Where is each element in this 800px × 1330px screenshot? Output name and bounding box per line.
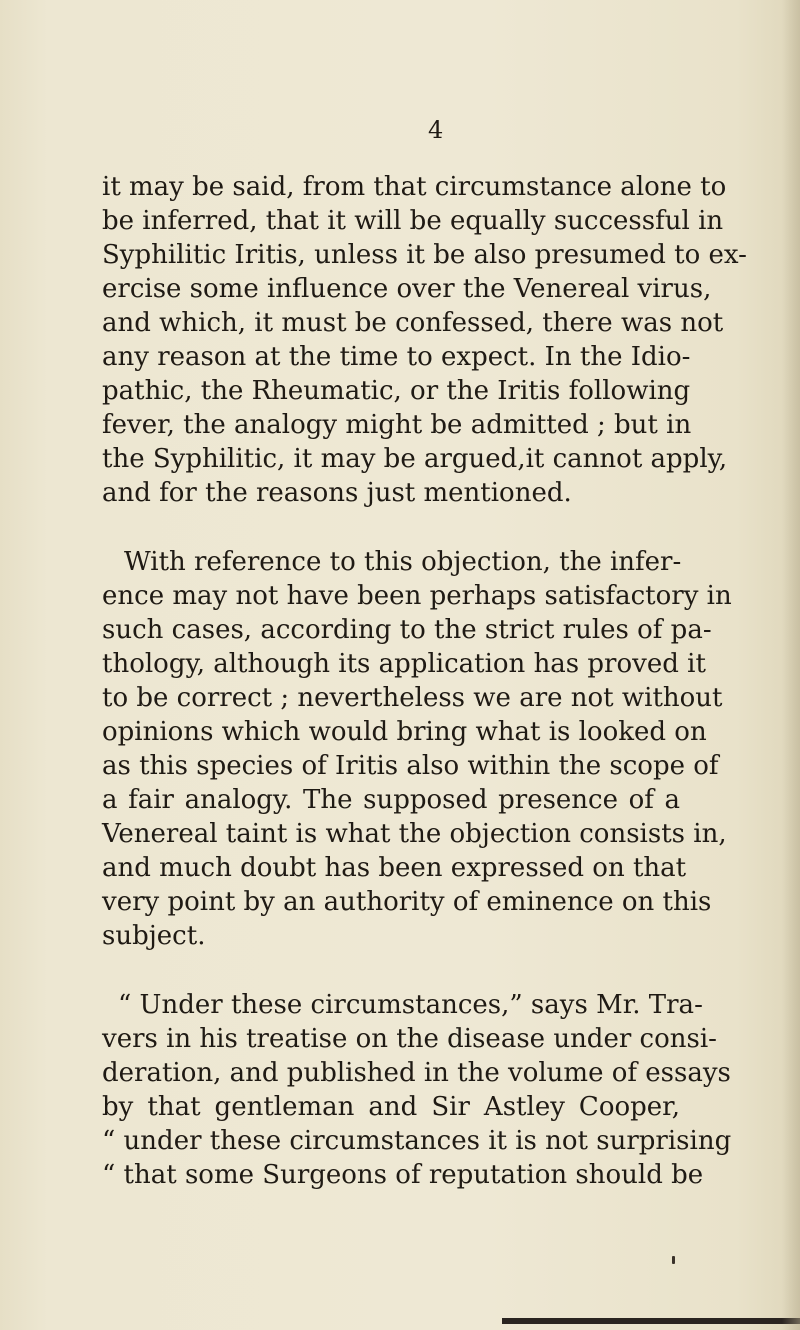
text-line: subject. bbox=[102, 921, 206, 951]
text-line: very point by an authority of eminence on this bbox=[102, 887, 712, 917]
text-line: by that gentleman and Sir Astley Cooper, bbox=[102, 1092, 680, 1122]
text-line: Venereal taint is what the objection consists in, bbox=[102, 819, 727, 849]
text-line: ercise some influence over the Venereal virus, bbox=[102, 274, 712, 304]
text-line: With reference to this objection, the infer- bbox=[124, 547, 682, 577]
body-text bbox=[102, 170, 747, 1192]
text-line: and much doubt has been expressed on that bbox=[102, 853, 687, 883]
ink-speck bbox=[672, 1256, 675, 1264]
text-line: and for the reasons just mentioned. bbox=[102, 478, 572, 508]
text-line: and which, it must be confessed, there was not bbox=[102, 308, 724, 338]
text-line: a fair analogy. The supposed presence of a bbox=[102, 785, 680, 815]
text-line: “ that some Surgeons of reputation should be bbox=[102, 1160, 704, 1190]
text-line: “ under these circumstances it is not surprising bbox=[102, 1126, 732, 1156]
text-line: as this species of Iritis also within the scope of bbox=[102, 751, 719, 781]
text-line: “ Under these circumstances,” says Mr. Tra- bbox=[118, 990, 703, 1020]
text-line: be inferred, that it will be equally successful in bbox=[102, 206, 724, 236]
text-line: thology, although its application has proved it bbox=[102, 649, 706, 679]
text-line: vers in his treatise on the disease under consi- bbox=[102, 1024, 717, 1054]
text-line: fever, the analogy might be admitted ; but in bbox=[102, 410, 692, 440]
paragraph-2 bbox=[102, 545, 732, 953]
text-line: the Syphilitic, it may be argued,it cannot apply, bbox=[102, 444, 728, 474]
paragraph-3 bbox=[102, 988, 732, 1192]
page-edge-shadow bbox=[502, 1318, 800, 1324]
text-line: such cases, according to the strict rules of pa- bbox=[102, 615, 712, 645]
text-line: opinions which would bring what is looked on bbox=[102, 717, 707, 747]
page-edge bbox=[782, 0, 800, 1330]
text-line: any reason at the time to expect. In the Idio- bbox=[102, 342, 691, 372]
text-line: to be correct ; nevertheless we are not without bbox=[102, 683, 723, 713]
text-line: ence may not have been perhaps satisfactory in bbox=[102, 581, 732, 611]
text-line: Syphilitic Iritis, unless it be also presumed to ex- bbox=[102, 240, 747, 270]
page-number: 4 bbox=[428, 116, 444, 144]
text-line: deration, and published in the volume of essays bbox=[102, 1058, 731, 1088]
text-line: it may be said, from that circumstance alone to bbox=[102, 172, 727, 202]
paragraph-1 bbox=[102, 170, 747, 510]
text-line: pathic, the Rheumatic, or the Iritis following bbox=[102, 376, 691, 406]
